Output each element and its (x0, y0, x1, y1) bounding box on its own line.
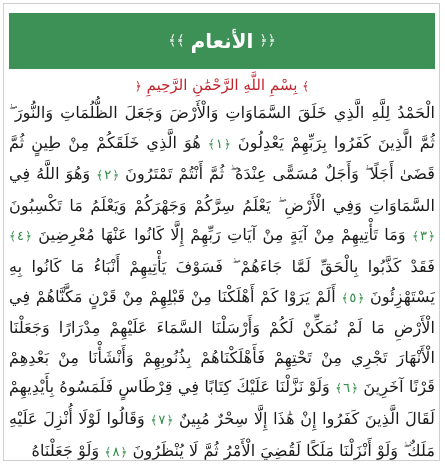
verse-number: ٤ (17, 229, 25, 245)
verse-text: أَلَمْ يَرَوْا كَمْ أَهْلَكْنَا مِنْ قَبْلِهِمْ مِنْ قَرْنٍ مَكَّنَّاهُمْ فِي الْأَرْضِ مَا لَمْ نُمَكِّنْ لَكُمْ وَأَرْسَلْنَا السَّمَاءَ عَلَيْهِمْ مِدْرَارًا وَجَعَلْنَا الْأَنْهَارَ تَجْرِي مِنْ تَحْتِهِمْ فَأَهْلَكْنَاهُمْ بِذُنُوبِهِمْ وَأَنْشَأْنَا مِنْ بَعْدِهِمْ قَرْنًا آخَرِينَ (9, 286, 435, 397)
verse-number-marker: ﴿٥﴾ (341, 290, 365, 306)
verse-number-marker: ﴿٤﴾ (9, 229, 33, 245)
basmala-ornament-right: ﴾ (302, 79, 310, 93)
verse-text: وَلَوْ نَزَّلْنَا عَلَيْكَ كِتَابًا فِي قِرْطَاسٍ فَلَمَسُوهُ بِأَيْدِيهِمْ لَقَالَ الَّذِينَ كَفَرُوا إِنْ هَٰذَا إِلَّا سِحْرٌ مُبِينٌ (9, 377, 435, 428)
verse-number: ٣ (419, 229, 427, 245)
verse-9-partial (32, 441, 100, 460)
header-ornament-right: ﴾﴾ (168, 33, 185, 49)
header-ornament-left: ﴿﴿ (259, 33, 276, 49)
surah-title: الأنعام (190, 29, 254, 53)
verse-number: ١ (215, 136, 223, 152)
verse-text: وَقَالُوا لَوْلَا أُنْزِلَ عَلَيْهِ مَلَكٌ ۖ وَلَوْ أَنْزَلْنَا مَلَكًا لَقُضِيَ الْأَمْرُ ثُمَّ لَا يُنْظَرُونَ (9, 408, 435, 460)
surah-header (9, 13, 435, 69)
verse-text: وَهُوَ اللَّهُ فِي السَّمَاوَاتِ وَفِي الْأَرْضِ ۖ يَعْلَمُ سِرَّكُمْ وَجَهْرَكُمْ وَيَعْلَمُ مَا تَكْسِبُونَ (9, 164, 435, 215)
verse-number-marker: ﴿٣﴾ (411, 229, 435, 245)
verse-number: ٥ (349, 290, 357, 306)
verses-body (9, 98, 435, 467)
verse-number-marker: ﴿٦﴾ (335, 381, 359, 397)
basmala (9, 74, 435, 96)
verse-number: ٧ (158, 412, 166, 428)
basmala-ornament-left: ﴿ (134, 79, 142, 93)
verse-number-marker: ﴿١﴾ (207, 136, 231, 152)
verse-number: ٢ (104, 168, 112, 184)
verse-4 (9, 225, 406, 244)
verse-text: الْحَمْدُ لِلَّهِ الَّذِي خَلَقَ السَّمَاوَاتِ وَالْأَرْضَ وَجَعَلَ الظُّلُمَاتِ وَالنُّورَ ۖ ثُمَّ الَّذِينَ كَفَرُوا بِرَبِّهِمْ يَعْدِلُونَ (9, 103, 435, 152)
verse-text: فَقَدْ كَذَّبُوا بِالْحَقِّ لَمَّا جَاءَهُمْ ۖ فَسَوْفَ يَأْتِيهِمْ أَنْبَاءُ مَا كَانُوا بِهِ يَسْتَهْزِئُونَ (9, 256, 435, 306)
verse-text: وَلَوْ جَعَلْنَاهُ (31, 440, 100, 460)
basmala-text: بِسْمِ اللَّهِ الرَّحْمَٰنِ الرَّحِيمِ (146, 76, 298, 94)
verse-text: وَمَا تَأْتِيهِمْ مِنْ آيَةٍ مِنْ آيَاتِ رَبِّهِمْ إِلَّا كَانُوا عَنْهَا مُعْرِضِينَ (38, 225, 406, 245)
verse-number: ٦ (343, 381, 351, 397)
verse-number-marker: ﴿٢﴾ (96, 168, 120, 184)
verse-text: هُوَ الَّذِي خَلَقَكُمْ مِنْ طِينٍ ثُمَّ قَضَىٰ أَجَلًا ۖ وَأَجَلٌ مُسَمًّى عِنْدَهُ ۖ ثُمَّ أَنْتُمْ تَمْتَرُونَ (9, 132, 435, 184)
verse-number-marker: ﴿٨﴾ (104, 444, 128, 460)
verse-number: ٨ (112, 444, 120, 460)
verse-number-marker: ﴿٧﴾ (150, 412, 174, 428)
